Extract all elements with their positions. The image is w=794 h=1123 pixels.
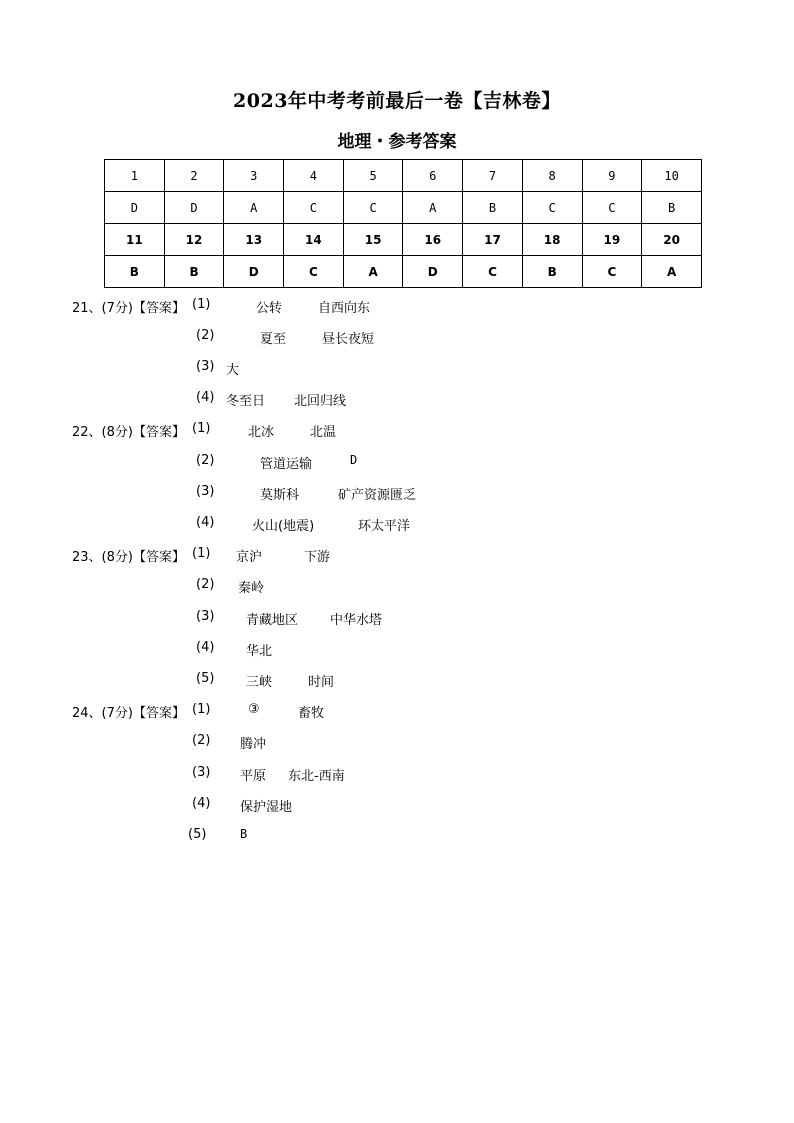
answer-letter-cell: B [463, 192, 523, 224]
answer-letter-cell: B [522, 256, 582, 288]
q22-part2-answer-a: 管道运输 [260, 457, 313, 472]
q24-part3-answer-a: 平原 [240, 769, 267, 784]
q24-label: 24、(7分)【答案】 [72, 706, 185, 721]
question-number-cell: 10 [642, 160, 702, 192]
question-number-cell: 5 [343, 160, 403, 192]
page-subtitle: 地理・参考答案 [337, 132, 457, 152]
q23-label: 23、(8分)【答案】 [72, 550, 185, 565]
q23-part1-answer-a: 京沪 [236, 550, 263, 565]
q24-part1-answer-b: 畜牧 [298, 706, 325, 721]
q22-part3-number: (3) [196, 484, 215, 499]
question-number-cell: 6 [403, 160, 463, 192]
q22-label: 22、(8分)【答案】 [72, 425, 185, 440]
q22-part4-answer-b: 环太平洋 [358, 519, 411, 534]
answer-letter-row [105, 192, 702, 224]
answer-letter-cell: A [642, 256, 702, 288]
q22-part2-answer-b: D [350, 453, 358, 467]
question-number-cell: 9 [582, 160, 642, 192]
answer-letter-row [105, 256, 702, 288]
page-title: 2023年中考考前最后一卷【吉林卷】 [233, 90, 561, 112]
question-number-cell: 12 [164, 224, 224, 256]
q24-part2-answer-a: 腾冲 [240, 737, 267, 752]
answer-letter-cell: C [522, 192, 582, 224]
q24-part3-answer-b: 东北-西南 [288, 769, 345, 784]
q23-part1-number: (1) [192, 546, 211, 561]
q21-part2-number: (2) [196, 328, 215, 343]
answer-letter-cell: C [582, 192, 642, 224]
question-number-cell: 1 [105, 160, 165, 192]
q23-part5-answer-a: 三峡 [246, 675, 273, 690]
question-number-row [105, 160, 702, 192]
question-number-cell: 3 [224, 160, 284, 192]
q22-part4-number: (4) [196, 515, 215, 530]
answer-letter-cell: A [343, 256, 403, 288]
question-number-row [105, 224, 702, 256]
q21-part2-answer-b: 昼长夜短 [322, 332, 375, 347]
question-number-cell: 18 [522, 224, 582, 256]
q23-part4-number: (4) [196, 640, 215, 655]
q24-part4-number: (4) [192, 796, 211, 811]
q21-part1-answer-a: 公转 [256, 301, 283, 316]
answer-letter-cell: D [224, 256, 284, 288]
q24-part5-answer-a: B [240, 827, 248, 841]
q21-part4-answer-a: 冬至日 [226, 394, 266, 409]
q23-part5-answer-b: 时间 [308, 675, 335, 690]
answer-letter-cell: A [224, 192, 284, 224]
q23-part2-number: (2) [196, 577, 215, 592]
q24-part4-answer-a: 保护湿地 [240, 800, 293, 815]
q24-part2-number: (2) [192, 733, 211, 748]
answer-letter-cell: C [284, 256, 344, 288]
q21-part3-answer-a: 大 [226, 363, 240, 378]
q22-part2-number: (2) [196, 453, 215, 468]
question-number-cell: 2 [164, 160, 224, 192]
q21-part1-number: (1) [192, 297, 211, 312]
q24-part3-number: (3) [192, 765, 211, 780]
question-number-cell: 11 [105, 224, 165, 256]
question-number-cell: 19 [582, 224, 642, 256]
q23-part1-answer-b: 下游 [304, 550, 331, 565]
question-number-cell: 16 [403, 224, 463, 256]
q24-part1-number: (1) [192, 702, 211, 717]
question-number-cell: 20 [642, 224, 702, 256]
q23-part2-answer-a: 秦岭 [238, 581, 265, 596]
q21-label: 21、(7分)【答案】 [72, 301, 185, 316]
q22-part1-answer-a: 北冰 [248, 425, 275, 440]
answer-letter-cell: C [582, 256, 642, 288]
question-number-cell: 14 [284, 224, 344, 256]
q21-part4-number: (4) [196, 390, 215, 405]
q22-part1-number: (1) [192, 421, 211, 436]
answer-letter-cell: B [105, 256, 165, 288]
answer-letter-cell: B [164, 256, 224, 288]
q23-part3-answer-b: 中华水塔 [330, 613, 383, 628]
answer-letter-cell: D [164, 192, 224, 224]
answer-letter-cell: A [403, 192, 463, 224]
q24-part5-number: (5) [188, 827, 207, 842]
q22-part3-answer-b: 矿产资源匮乏 [338, 488, 417, 503]
question-number-cell: 15 [343, 224, 403, 256]
answer-letter-cell: C [284, 192, 344, 224]
question-number-cell: 4 [284, 160, 344, 192]
answer-table [104, 159, 702, 288]
question-number-cell: 7 [463, 160, 523, 192]
q23-part3-number: (3) [196, 609, 215, 624]
q24-part1-answer-a: ③ [248, 702, 260, 717]
question-number-cell: 13 [224, 224, 284, 256]
question-number-cell: 8 [522, 160, 582, 192]
answer-letter-cell: C [463, 256, 523, 288]
answer-letter-cell: D [403, 256, 463, 288]
q22-part1-answer-b: 北温 [310, 425, 337, 440]
answer-letter-cell: D [105, 192, 165, 224]
q23-part5-number: (5) [196, 671, 215, 686]
q23-part3-answer-a: 青藏地区 [246, 613, 299, 628]
q22-part4-answer-a: 火山(地震) [252, 519, 315, 534]
q21-part3-number: (3) [196, 359, 215, 374]
q21-part4-answer-b: 北回归线 [294, 394, 347, 409]
answer-letter-cell: C [343, 192, 403, 224]
q23-part4-answer-a: 华北 [246, 644, 273, 659]
q22-part3-answer-a: 莫斯科 [260, 488, 300, 503]
q21-part2-answer-a: 夏至 [260, 332, 287, 347]
question-number-cell: 17 [463, 224, 523, 256]
q21-part1-answer-b: 自西向东 [318, 301, 371, 316]
answer-letter-cell: B [642, 192, 702, 224]
